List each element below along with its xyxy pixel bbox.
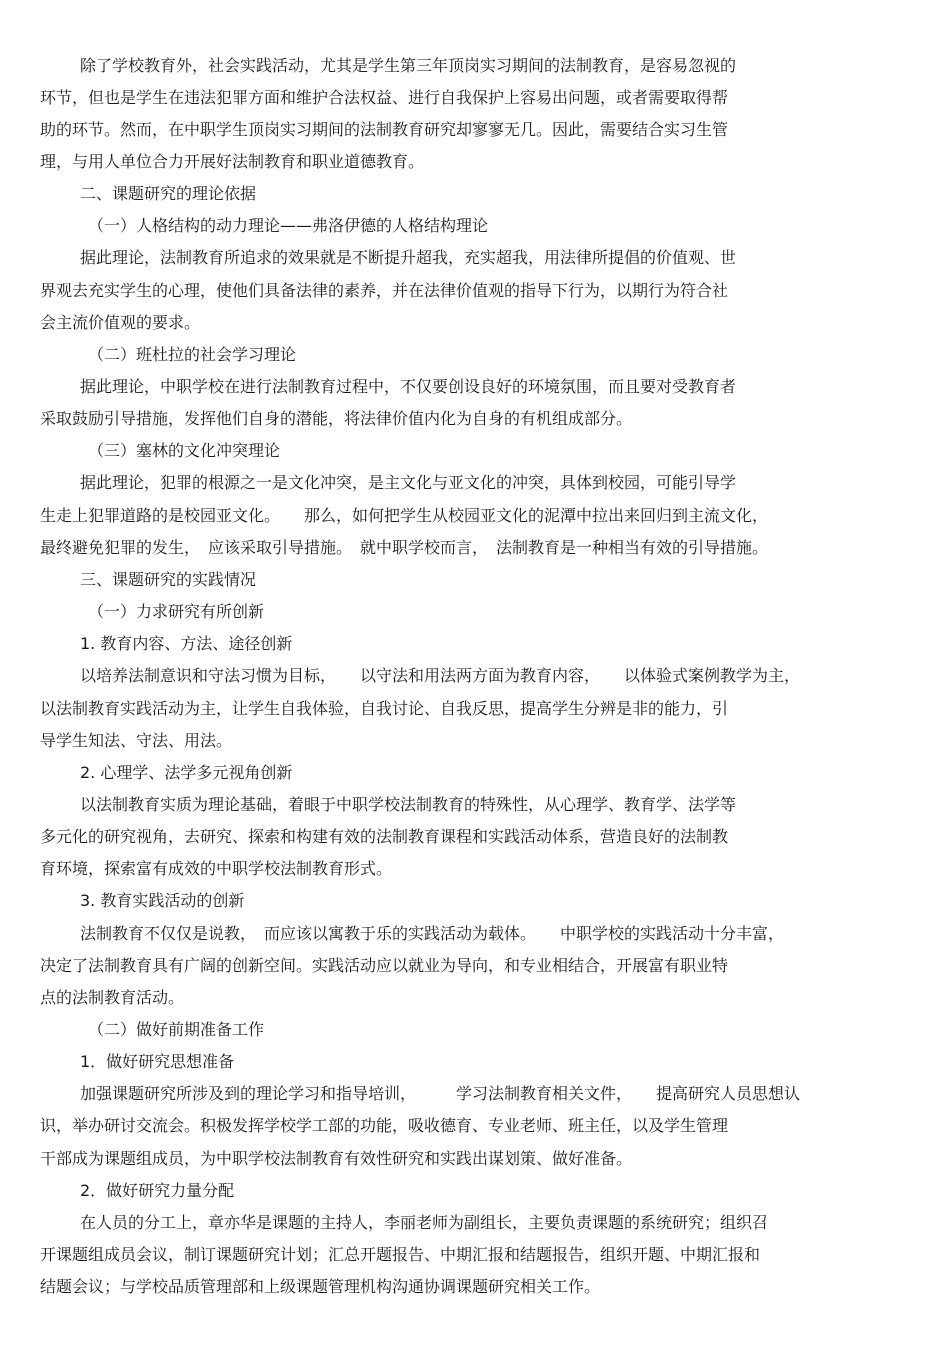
paragraph-line: 加强课题研究所涉及到的理论学习和指导培训， 学习法制教育相关文件， 提高研究人员思想认 — [80, 1084, 801, 1103]
section-heading: 三、课题研究的实践情况 — [80, 570, 257, 589]
paragraph-line: 会主流价值观的要求。 — [40, 313, 201, 332]
paragraph-line: 据此理论，犯罪的根源之一是文化冲突，是主文化与亚文化的冲突，具体到校园，可能引导学 — [80, 473, 737, 492]
paragraph-line: 理，与用人单位合力开展好法制教育和职业道德教育。 — [40, 152, 425, 171]
paragraph-line: 最终避免犯罪的发生， 应该采取引导措施。 就中职学校而言， 法制教育是一种相当有效的引导措施。 — [40, 538, 769, 557]
paragraph-line: 环节，但也是学生在违法犯罪方面和维护合法权益、进行自我保护上容易出问题，或者需要取得帮 — [40, 88, 729, 107]
subsection-heading: （一）人格结构的动力理论——弗洛伊德的人格结构理论 — [88, 216, 489, 235]
paragraph-line: 结题会议；与学校品质管理部和上级课题管理机构沟通协调课题研究相关工作。 — [40, 1277, 601, 1296]
item-heading: 2. 心理学、法学多元视角创新 — [80, 763, 293, 782]
paragraph-line: 以法制教育实质为理论基础，着眼于中职学校法制教育的特殊性，从心理学、教育学、法学等 — [80, 795, 737, 814]
subsection-heading: （三）塞林的文化冲突理论 — [88, 441, 281, 460]
item-heading: 1．做好研究思想准备 — [80, 1052, 235, 1071]
item-heading: 1. 教育内容、方法、途径创新 — [80, 634, 293, 653]
subsection-heading: （二）做好前期准备工作 — [88, 1020, 265, 1039]
paragraph-line: 识，举办研讨交流会。积极发挥学校学工部的功能，吸收德育、专业老师、班主任，以及学生管理 — [40, 1116, 729, 1135]
paragraph-line: 育环境，探索富有成效的中职学校法制教育形式。 — [40, 859, 393, 878]
paragraph-line: 助的环节。然而，在中职学生顶岗实习期间的法制教育研究却寥寥无几。因此，需要结合实习生管 — [40, 120, 729, 139]
paragraph-line: 据此理论，中职学校在进行法制教育过程中，不仅要创设良好的环境氛围，而且要对受教育者 — [80, 377, 737, 396]
paragraph-line: 除了学校教育外，社会实践活动，尤其是学生第三年顶岗实习期间的法制教育，是容易忽视的 — [80, 56, 737, 75]
paragraph-line: 生走上犯罪道路的是校园亚文化。 那么，如何把学生从校园亚文化的泥潭中拉出来回归到主流文化， — [40, 506, 769, 525]
paragraph-line: 多元化的研究视角，去研究、探索和构建有效的法制教育课程和实践活动体系，营造良好的法制教 — [40, 827, 729, 846]
item-heading: 2．做好研究力量分配 — [80, 1181, 235, 1200]
paragraph-line: 采取鼓励引导措施，发挥他们自身的潜能，将法律价值内化为自身的有机组成部分。 — [40, 409, 633, 428]
subsection-heading: （一）力求研究有所创新 — [88, 602, 265, 621]
paragraph-line: 在人员的分工上，章亦华是课题的主持人，李丽老师为副组长，主要负责课题的系统研究；组织召 — [80, 1213, 769, 1232]
section-heading: 二、课题研究的理论依据 — [80, 184, 257, 203]
paragraph-line: 据此理论，法制教育所追求的效果就是不断提升超我，充实超我，用法律所提倡的价值观、世 — [80, 248, 737, 267]
paragraph-line: 开课题组成员会议，制订课题研究计划；汇总开题报告、中期汇报和结题报告，组织开题、中期汇报和 — [40, 1245, 761, 1264]
item-heading: 3. 教育实践活动的创新 — [80, 891, 245, 910]
paragraph-line: 法制教育不仅仅是说教， 而应该以寓教于乐的实践活动为载体。 中职学校的实践活动十分丰富， — [80, 924, 785, 943]
paragraph-line: 导学生知法、守法、用法。 — [40, 731, 233, 750]
paragraph-line: 干部成为课题组成员，为中职学校法制教育有效性研究和实践出谋划策、做好准备。 — [40, 1149, 633, 1168]
paragraph-line: 界观去充实学生的心理，使他们具备法律的素养，并在法律价值观的指导下行为，以期行为符合社 — [40, 281, 729, 300]
paragraph-line: 以法制教育实践活动为主，让学生自我体验，自我讨论、自我反思，提高学生分辨是非的能力，引 — [40, 699, 729, 718]
subsection-heading: （二）班杜拉的社会学习理论 — [88, 345, 297, 364]
paragraph-line: 以培养法制意识和守法习惯为目标， 以守法和用法两方面为教育内容， 以体验式案例教学为主， — [80, 666, 801, 685]
paragraph-line: 决定了法制教育具有广阔的创新空间。实践活动应以就业为导向，和专业相结合，开展富有职业特 — [40, 956, 729, 975]
paragraph-line: 点的法制教育活动。 — [40, 988, 185, 1007]
